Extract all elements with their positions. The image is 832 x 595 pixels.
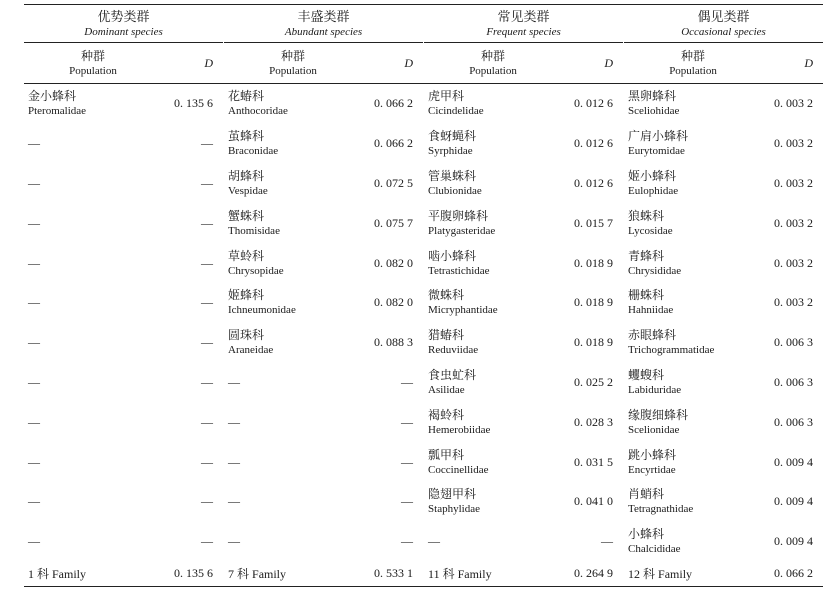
family-name-en: Cicindelidae	[428, 105, 484, 118]
group-header-row	[24, 5, 823, 43]
empty-value-dash: —	[201, 295, 214, 310]
group-header	[24, 5, 223, 43]
family-cell	[424, 203, 562, 243]
family-name-cn: 微蛛科	[428, 288, 465, 303]
total-dominance-value: 0. 533 1	[362, 562, 423, 587]
family-cell	[624, 283, 762, 323]
family-name-cn: 姬蜂科	[228, 288, 265, 303]
dominance-value: 0. 028 3	[574, 414, 614, 429]
family-name-en: Ichneumonidae	[228, 304, 296, 317]
family-cell	[424, 283, 562, 323]
dominance-header: D	[762, 43, 823, 84]
dominance-value: 0. 003 2	[774, 255, 814, 270]
family-cell	[224, 84, 362, 124]
family-cell	[24, 84, 162, 124]
family-cell	[624, 522, 762, 562]
empty-family-dash: —	[428, 534, 441, 549]
family-name-cn: 广肩小蜂科	[628, 129, 689, 144]
total-family-count: 11 科 Family	[424, 562, 562, 587]
population-header	[624, 43, 762, 84]
table-row	[24, 164, 823, 204]
family-name-cn: 金小蜂科	[28, 89, 77, 104]
empty-family-dash: —	[28, 335, 40, 350]
population-label-en: Population	[269, 64, 317, 77]
family-cell	[224, 243, 362, 283]
population-label-cn: 种群	[80, 48, 105, 63]
table-row	[24, 522, 823, 562]
family-name-en: Vespidae	[228, 184, 268, 197]
dominance-value: 0. 031 5	[574, 454, 614, 469]
family-name-en: Braconidae	[228, 145, 279, 158]
family-name-cn: 蠼螋科	[628, 367, 665, 382]
family-name-en: Staphylidae	[428, 503, 480, 516]
family-name-cn: 褐蛉科	[428, 407, 465, 422]
table-row	[24, 283, 823, 323]
family-name-cn: 食蚜蝇科	[428, 129, 477, 144]
total-family-count: 7 科 Family	[224, 562, 362, 587]
family-name-cn: 管巢蛛科	[428, 168, 477, 183]
family-name-cn: 平腹卵蜂科	[428, 208, 489, 223]
family-cell	[424, 164, 562, 204]
dominance-value: 0. 003 2	[774, 295, 814, 310]
population-label-cn: 种群	[681, 48, 706, 63]
empty-value-dash: —	[201, 136, 214, 151]
dominance-value: 0. 066 2	[374, 136, 414, 151]
table-row	[24, 482, 823, 522]
dominance-value: 0. 066 2	[374, 96, 414, 111]
family-name-en: Trichogrammatidae	[628, 344, 715, 357]
family-name-cn: 狼蛛科	[628, 208, 665, 223]
empty-family-dash: —	[28, 136, 40, 151]
family-name-en: Encyrtidae	[628, 463, 676, 476]
family-name-en: Scelionidae	[628, 423, 680, 436]
group-name-cn: 常见类群	[497, 8, 550, 24]
family-name-en: Thomisidae	[228, 224, 280, 237]
group-name-cn: 丰盛类群	[297, 8, 350, 24]
family-cell	[224, 283, 362, 323]
family-cell	[624, 164, 762, 204]
population-label-cn: 种群	[281, 48, 306, 63]
family-name-en: Chrysopidae	[228, 264, 284, 277]
family-name-en: Sceliohidae	[628, 105, 680, 118]
dominance-value: 0. 006 3	[774, 335, 814, 350]
group-name-cn: 优势类群	[97, 8, 150, 24]
family-cell	[424, 363, 562, 403]
family-cell	[224, 124, 362, 164]
family-name-en: Chalcididae	[628, 543, 681, 556]
family-name-cn: 隐翅甲科	[428, 487, 477, 502]
total-dominance-value: 0. 135 6	[162, 562, 223, 587]
empty-value-dash: —	[401, 454, 414, 469]
empty-family-dash: —	[28, 414, 40, 429]
family-name-cn: 圆珠科	[228, 328, 265, 343]
dominance-value: 0. 088 3	[374, 335, 414, 350]
empty-value-dash: —	[201, 534, 214, 549]
table-row	[24, 203, 823, 243]
family-name-en: Anthocoridae	[228, 105, 288, 118]
total-dominance-value: 0. 264 9	[562, 562, 623, 587]
family-cell	[624, 402, 762, 442]
family-name-cn: 瓢甲科	[428, 447, 465, 462]
empty-family-dash: —	[228, 454, 241, 469]
empty-value-dash: —	[201, 414, 214, 429]
population-header	[224, 43, 362, 84]
family-cell	[624, 84, 762, 124]
group-header	[224, 5, 423, 43]
dominance-value: 0. 003 2	[774, 96, 814, 111]
table-row	[24, 84, 823, 124]
empty-value-dash: —	[601, 534, 614, 549]
dominance-value: 0. 072 5	[374, 175, 414, 190]
family-name-en: Araneidae	[228, 344, 274, 357]
empty-value-dash: —	[401, 374, 414, 389]
totals-row	[24, 562, 823, 587]
family-cell	[424, 402, 562, 442]
family-name-cn: 啮小蜂科	[428, 248, 477, 263]
family-name-en: Tetragnathidae	[628, 503, 694, 516]
empty-family-dash: —	[28, 175, 40, 190]
group-name-en: Dominant species	[84, 25, 163, 38]
group-header	[424, 5, 623, 43]
family-name-en: Lycosidae	[628, 224, 673, 237]
family-cell	[224, 164, 362, 204]
family-cell	[624, 203, 762, 243]
table-row	[24, 243, 823, 283]
family-cell	[224, 323, 362, 363]
total-family-count: 1 科 Family	[24, 562, 162, 587]
family-name-cn: 花蝽科	[228, 89, 265, 104]
family-name-en: Micryphantidae	[428, 304, 498, 317]
empty-value-dash: —	[401, 494, 414, 509]
group-name-en: Occasional species	[681, 25, 766, 38]
empty-value-dash: —	[201, 175, 214, 190]
family-name-cn: 茧蜂科	[228, 129, 265, 144]
family-cell	[424, 243, 562, 283]
family-cell	[424, 442, 562, 482]
dominance-value: 0. 003 2	[774, 136, 814, 151]
empty-value-dash: —	[201, 374, 214, 389]
dominance-value: 0. 009 4	[774, 454, 814, 469]
table-body	[24, 84, 823, 587]
empty-value-dash: —	[201, 215, 214, 230]
empty-family-dash: —	[228, 414, 241, 429]
family-name-en: Reduviidae	[428, 344, 479, 357]
family-name-en: Clubionidae	[428, 184, 482, 197]
empty-family-dash: —	[28, 534, 40, 549]
dominance-value: 0. 012 6	[574, 175, 614, 190]
family-name-cn: 黑卵蜂科	[628, 89, 677, 104]
dominance-value: 0. 006 3	[774, 414, 814, 429]
family-cell	[624, 363, 762, 403]
group-name-cn: 偶见类群	[697, 8, 750, 24]
total-family-count: 12 科 Family	[624, 562, 762, 587]
dominance-value: 0. 018 9	[574, 295, 614, 310]
family-name-cn: 胡蜂科	[228, 168, 265, 183]
family-name-cn: 小蜂科	[628, 527, 665, 542]
dominance-header: D	[162, 43, 223, 84]
population-label-en: Population	[669, 64, 717, 77]
table-row	[24, 402, 823, 442]
dominance-value: 0. 025 2	[574, 374, 614, 389]
dominance-value: 0. 006 3	[774, 374, 814, 389]
family-name-cn: 青蜂科	[628, 248, 665, 263]
family-name-en: Eurytomidae	[628, 145, 685, 158]
total-dominance-value: 0. 066 2	[762, 562, 823, 587]
empty-family-dash: —	[28, 295, 40, 310]
family-cell	[424, 482, 562, 522]
empty-family-dash: —	[28, 374, 40, 389]
empty-family-dash: —	[28, 454, 40, 469]
table-row	[24, 363, 823, 403]
empty-value-dash: —	[201, 335, 214, 350]
family-name-en: Labiduridae	[628, 383, 682, 396]
group-name-en: Abundant species	[284, 25, 363, 38]
table-row	[24, 323, 823, 363]
dominance-value: 0. 075 7	[374, 215, 414, 230]
empty-value-dash: —	[201, 255, 214, 270]
dominance-value: 0. 009 4	[774, 534, 814, 549]
dominance-value: 0. 003 2	[774, 175, 814, 190]
empty-value-dash: —	[201, 494, 214, 509]
dominance-value: 0. 012 6	[574, 96, 614, 111]
family-name-cn: 肖蛸科	[628, 487, 665, 502]
dominance-header: D	[362, 43, 423, 84]
population-label-en: Population	[469, 64, 517, 77]
family-name-cn: 缘腹细蜂科	[628, 407, 689, 422]
species-dominance-table	[24, 4, 823, 587]
family-name-cn: 栅蛛科	[628, 288, 665, 303]
family-name-cn: 姬小蜂科	[628, 168, 677, 183]
dominance-value: 0. 135 6	[174, 96, 214, 111]
population-header	[24, 43, 162, 84]
dominance-value: 0. 009 4	[774, 494, 814, 509]
family-name-cn: 蟹蛛科	[228, 208, 265, 223]
population-label-en: Population	[69, 64, 117, 77]
family-cell	[624, 323, 762, 363]
family-name-cn: 赤眼蜂科	[628, 328, 677, 343]
sub-header-row	[24, 43, 823, 84]
empty-family-dash: —	[228, 494, 241, 509]
family-name-en: Hemerobiidae	[428, 423, 491, 436]
empty-family-dash: —	[28, 215, 40, 230]
group-header	[624, 5, 823, 43]
dominance-value: 0. 003 2	[774, 215, 814, 230]
family-name-en: Asilidae	[428, 383, 465, 396]
table-row	[24, 442, 823, 482]
empty-value-dash: —	[401, 534, 414, 549]
dominance-header: D	[562, 43, 623, 84]
family-cell	[424, 323, 562, 363]
population-label-cn: 种群	[481, 48, 506, 63]
dominance-value: 0. 082 0	[374, 295, 414, 310]
family-cell	[424, 124, 562, 164]
empty-family-dash: —	[28, 494, 40, 509]
empty-family-dash: —	[228, 534, 241, 549]
family-cell	[624, 442, 762, 482]
family-name-en: Platygasteridae	[428, 224, 496, 237]
family-name-cn: 食虫虻科	[428, 367, 477, 382]
family-cell	[624, 124, 762, 164]
family-cell	[624, 243, 762, 283]
population-header	[424, 43, 562, 84]
empty-value-dash: —	[201, 454, 214, 469]
family-cell	[224, 203, 362, 243]
family-name-cn: 猎蝽科	[428, 328, 465, 343]
dominance-value: 0. 015 7	[574, 215, 614, 230]
dominance-value: 0. 018 9	[574, 255, 614, 270]
dominance-value: 0. 012 6	[574, 136, 614, 151]
family-name-en: Pteromalidae	[28, 105, 87, 118]
family-name-cn: 草蛉科	[228, 248, 265, 263]
dominance-value: 0. 082 0	[374, 255, 414, 270]
table-row	[24, 124, 823, 164]
family-name-cn: 跳小蜂科	[628, 447, 677, 462]
family-cell	[424, 84, 562, 124]
group-name-en: Frequent species	[486, 25, 561, 38]
family-name-cn: 虎甲科	[428, 89, 465, 104]
empty-value-dash: —	[401, 414, 414, 429]
family-name-en: Eulophidae	[628, 184, 679, 197]
family-name-en: Syrphidae	[428, 145, 473, 158]
dominance-value: 0. 018 9	[574, 335, 614, 350]
family-name-en: Coccinellidae	[428, 463, 489, 476]
family-cell	[624, 482, 762, 522]
family-name-en: Hahniidae	[628, 304, 674, 317]
family-name-en: Chrysididae	[628, 264, 682, 277]
empty-family-dash: —	[28, 255, 40, 270]
empty-family-dash: —	[228, 374, 241, 389]
family-name-en: Tetrastichidae	[428, 264, 490, 277]
dominance-value: 0. 041 0	[574, 494, 614, 509]
